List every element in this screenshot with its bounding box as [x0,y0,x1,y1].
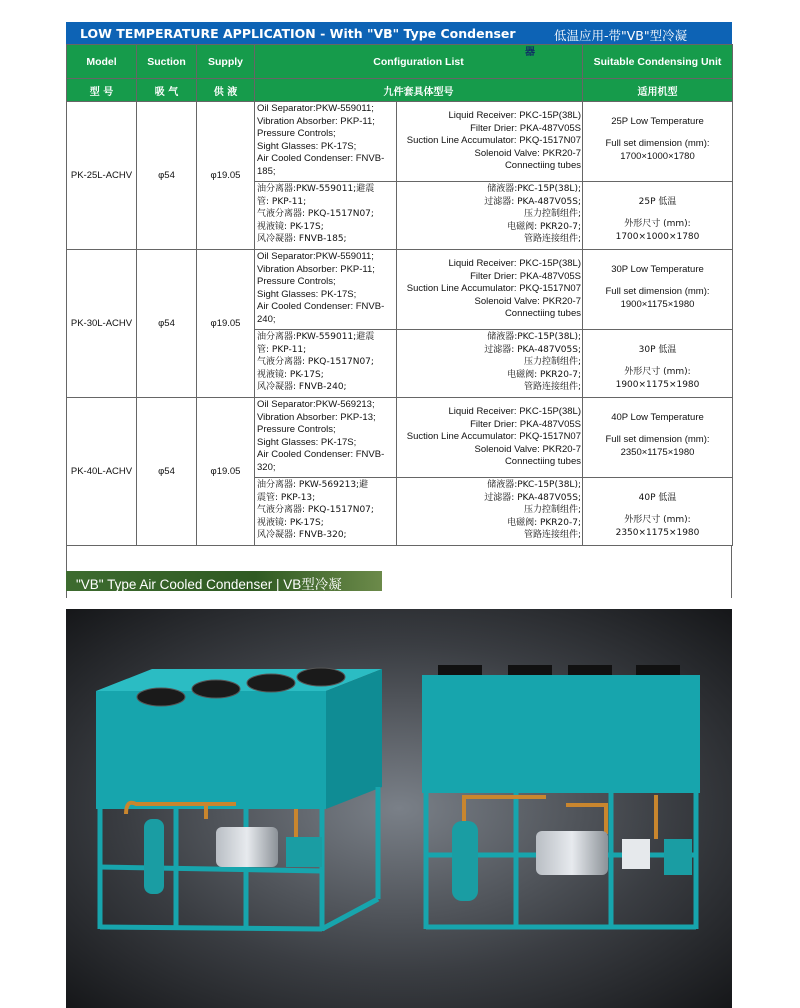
config-line: Liquid Receiver: PKC-15P(38L) [448,258,581,269]
config-line: 油分离器:PKW-559011;避震 [257,184,375,194]
config-line: 185; [257,165,276,177]
header-config [255,45,583,79]
unit-en-dim: 2350×1175×1980 [620,446,695,458]
config-line: 过滤器: PKA-487V05S; [484,196,581,207]
header-model-cn: 型 号 [67,79,137,102]
config-line: 320; [257,461,276,473]
header-unit-cn: 适用机型 [583,79,733,102]
config-line: 储液器:PKC-15P(38L); [487,184,581,194]
unit-cn-name: 25P 低温 [638,197,677,207]
config-line: 风冷凝器: FNVB-185; [257,234,347,245]
config-line: Liquid Receiver: PKC-15P(38L) [448,110,581,121]
config-line: Filter Drier: PKA-487V05S [470,122,581,134]
config-line: 视液镜: PK-17S; [257,221,324,232]
config-line: 气液分离器: PKQ-1517N07; [257,357,374,368]
header-row-cn [67,79,733,102]
spec-sheet [66,22,732,598]
config-line: Vibration Absorber: PKP-11; [257,115,375,127]
config-cn-left [255,330,397,398]
unit-cn-dim: 1700×1000×1780 [615,231,700,242]
config-en-right [397,398,583,478]
config-line: Solenoid Valve: PKR20-7 [474,295,581,307]
config-line: Oil Separator:PKW-559011; [257,103,374,114]
config-line: Oil Separator:PKW-559011; [257,251,374,262]
config-line: 管路连接组件; [523,382,581,393]
unit-en-name: 40P Low Temperature [611,412,704,423]
section-title: "VB" Type Air Cooled Condenser | VB型冷凝 [76,577,342,592]
config-line: Pressure Controls; [257,424,336,436]
config-cn-right [397,478,583,546]
config-line: Vibration Absorber: PKP-13; [257,411,376,423]
config-line: 管路连接组件; [523,234,581,245]
config-line: 电磁阀: PKR20-7; [507,369,581,380]
header-suction: Suction [137,45,197,79]
config-line: 油分离器:PKW-559011;避震 [257,332,375,342]
config-line: Filter Drier: PKA-487V05S [470,270,581,282]
title-cn-wrap: 器 [525,47,535,58]
product-photo [66,609,732,1008]
unit-en-dim-label: Full set dimension (mm): [605,286,710,298]
config-line: 管: PKP-11; [257,196,307,207]
unit-en-cell [583,102,733,182]
config-line: Sight Glasses: PK-17S; [257,436,357,448]
model-cell: PK-40L-ACHV [67,398,137,546]
config-line: Suction Line Accumulator: PKQ-1517N07 [406,431,581,443]
header-config-cn: 九件套具体型号 [255,79,583,102]
unit-en-dim: 1700×1000×1780 [620,150,695,162]
suction-cell: φ54 [137,102,197,250]
unit-cn-dim-label: 外形尺寸 (mm): [624,367,691,378]
config-line: 气液分离器: PKQ-1517N07; [257,209,374,220]
title-en: LOW TEMPERATURE APPLICATION - With "VB" Type Condenser [80,26,516,41]
model-cell: PK-30L-ACHV [67,250,137,398]
unit-cn-dim-label: 外形尺寸 (mm): [624,515,691,526]
suction-cell: φ54 [137,250,197,398]
table-row [67,250,733,330]
header-row-en [67,45,733,79]
unit-cn-cell [583,478,733,546]
config-line: Oil Separator:PKW-569213; [257,399,375,410]
config-en-right [397,250,583,330]
header-supply-cn: 供 液 [197,79,255,102]
unit-en-cell [583,398,733,478]
unit-en-dim-label: Full set dimension (mm): [605,138,710,150]
config-en-left [255,250,397,330]
config-line: Solenoid Valve: PKR20-7 [474,147,581,159]
table-row [67,102,733,182]
config-cn-left [255,182,397,250]
config-line: 油分离器: PKW-569213;避 [257,480,369,490]
unit-en-dim: 1900×1175×1980 [620,298,695,310]
header-config-label: Configuration List [373,55,464,68]
config-line: Air Cooled Condenser: FNVB- [257,449,385,461]
header-supply: Supply [197,45,255,79]
config-line: 240; [257,313,276,325]
config-line: Solenoid Valve: PKR20-7 [474,443,581,455]
config-line: Vibration Absorber: PKP-11; [257,263,375,275]
config-line: 管路连接组件; [523,530,581,541]
unit-cn-cell [583,182,733,250]
unit-cn-cell [583,330,733,398]
config-line: 电磁阀: PKR20-7; [507,517,581,528]
supply-cell: φ19.05 [197,398,255,546]
unit-cn-dim-label: 外形尺寸 (mm): [624,219,691,230]
config-line: 风冷凝器: FNVB-320; [257,530,347,541]
config-line: 视液镜: PK-17S; [257,517,324,528]
config-line: 压力控制组件; [523,209,581,220]
config-line: 储液器:PKC-15P(38L); [487,332,581,342]
unit-en-name: 25P Low Temperature [611,116,704,127]
config-line: Liquid Receiver: PKC-15P(38L) [448,406,581,417]
config-line: Pressure Controls; [257,128,336,140]
config-line: 管: PKP-11; [257,344,307,355]
condenser-illustration [66,609,732,1008]
config-line: Sight Glasses: PK-17S; [257,288,357,300]
model-cell: PK-25L-ACHV [67,102,137,250]
suction-cell: φ54 [137,398,197,546]
config-line: 压力控制组件; [523,357,581,368]
header-unit: Suitable Condensing Unit [583,45,733,79]
config-line: 视液镜: PK-17S; [257,369,324,380]
config-line: Connectiing tubes [504,160,581,172]
config-line: 压力控制组件; [523,505,581,516]
config-line: Air Cooled Condenser: FNVB- [257,153,385,165]
title-cn: 低温应用-带"VB"型冷凝 [554,28,688,43]
config-en-left [255,102,397,182]
config-line: 电磁阀: PKR20-7; [507,221,581,232]
config-line: 过滤器: PKA-487V05S; [484,344,581,355]
table-row [67,398,733,478]
config-line: Filter Drier: PKA-487V05S [470,418,581,430]
unit-en-cell [583,250,733,330]
config-line: Sight Glasses: PK-17S; [257,140,357,152]
config-line: 过滤器: PKA-487V05S; [484,492,581,503]
config-line: 储液器:PKC-15P(38L); [487,480,581,490]
spec-table [66,44,733,546]
config-line: 风冷凝器: FNVB-240; [257,382,347,393]
config-line: Suction Line Accumulator: PKQ-1517N07 [406,283,581,295]
unit-en-dim-label: Full set dimension (mm): [605,434,710,446]
unit-cn-name: 30P 低温 [638,345,677,355]
config-line: Air Cooled Condenser: FNVB- [257,301,385,313]
header-model: Model [67,45,137,79]
config-line: 震管: PKP-13; [257,492,316,503]
header-suction-cn: 吸 气 [137,79,197,102]
title-bar [66,22,732,44]
supply-cell: φ19.05 [197,102,255,250]
unit-cn-name: 40P 低温 [638,493,677,503]
config-line: 气液分离器: PKQ-1517N07; [257,505,374,516]
unit-cn-dim: 1900×1175×1980 [615,379,700,390]
section-header-bar [66,571,382,591]
config-cn-right [397,330,583,398]
config-en-right [397,102,583,182]
config-line: Connectiing tubes [504,456,581,468]
config-cn-left [255,478,397,546]
config-line: Suction Line Accumulator: PKQ-1517N07 [406,135,581,147]
unit-en-name: 30P Low Temperature [611,264,704,275]
config-cn-right [397,182,583,250]
config-line: Pressure Controls; [257,276,336,288]
config-line: Connectiing tubes [504,308,581,320]
supply-cell: φ19.05 [197,250,255,398]
unit-cn-dim: 2350×1175×1980 [615,527,700,538]
config-en-left [255,398,397,478]
